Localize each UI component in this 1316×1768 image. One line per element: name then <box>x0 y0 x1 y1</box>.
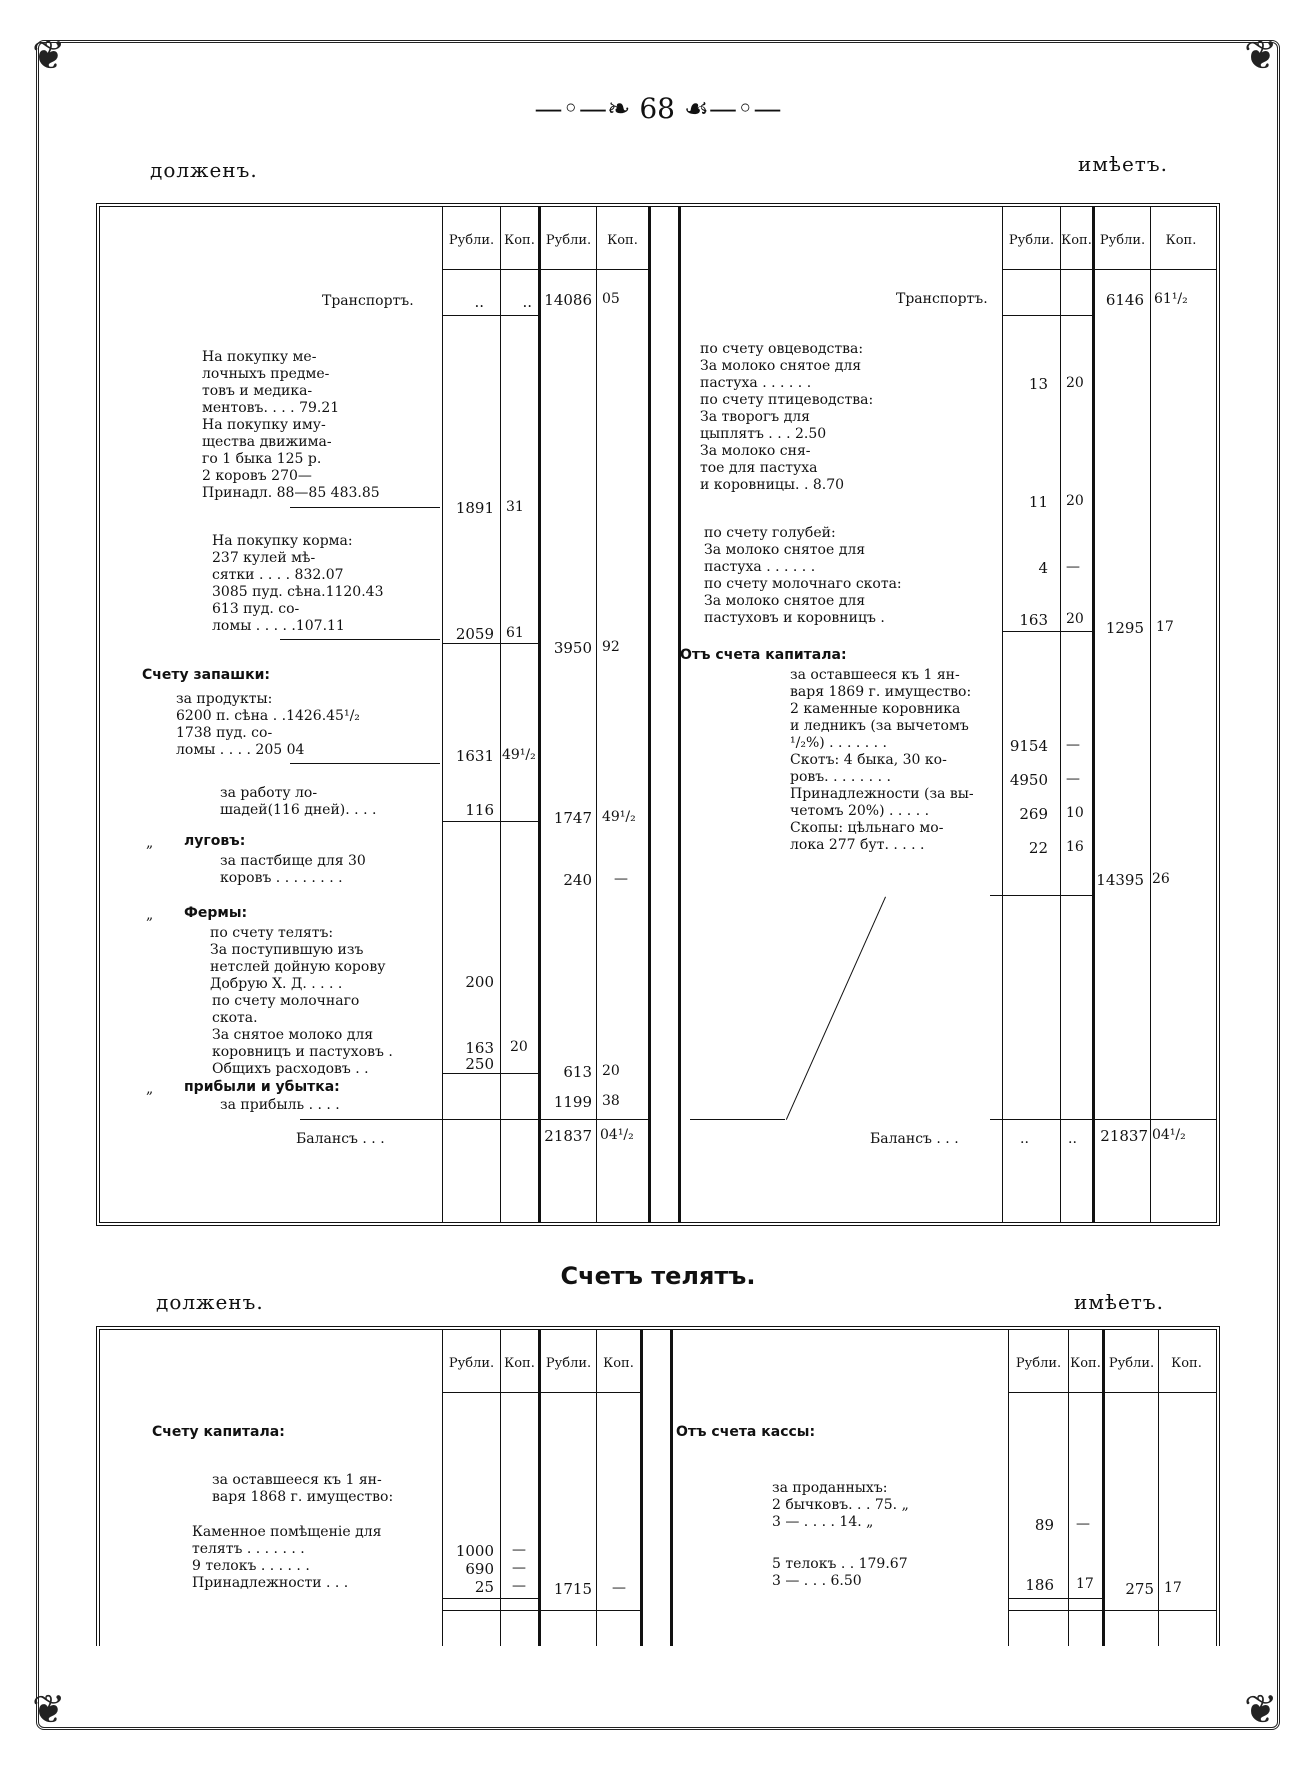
amount-rub: 240 <box>563 871 592 889</box>
subtotal-rub: 275 <box>1125 1580 1154 1598</box>
col-header-kop: Коп. <box>504 1356 535 1371</box>
amount-rub: 163 <box>1019 611 1048 629</box>
page-number: —◦—❧ 68 ☙—◦— <box>534 92 782 125</box>
amount-rub: 1000 <box>455 1542 494 1560</box>
amount-rub: 163 <box>465 1039 494 1057</box>
section-title: Счетъ телятъ. <box>560 1262 756 1290</box>
credit-label: имѣетъ. <box>1078 152 1168 176</box>
debit-label: долженъ. <box>150 158 258 182</box>
balance-dots: .. <box>1020 1131 1029 1147</box>
col-header-rub: Рубли. <box>1099 233 1146 248</box>
entry-sold-heifers: 5 телокъ . . 179.67 3 — . . . 6.50 <box>772 1556 908 1589</box>
amount-rub: 269 <box>1019 805 1048 823</box>
amount-kop: 16 <box>1066 839 1084 855</box>
amount-rub: 89 <box>1034 1516 1054 1534</box>
heading-lugov: луговъ: <box>184 833 246 849</box>
transport-label: Транспортъ. <box>896 291 988 307</box>
transport-kop: 05 <box>602 291 620 307</box>
debit-label: долженъ. <box>156 1290 264 1314</box>
col-header-rub: Рубли. <box>448 1356 495 1371</box>
amount-kop: — <box>512 1560 526 1576</box>
amount-kop: — <box>614 871 628 887</box>
subtotal-kop: 26 <box>1152 871 1170 887</box>
subtotal-kop: 17 <box>1156 619 1174 635</box>
heading-zapashki: Счету запашки: <box>142 667 270 683</box>
col-header-rub: Рубли. <box>545 233 592 248</box>
amount-rub: 4950 <box>1009 771 1048 789</box>
amount-kop: 20 <box>1066 375 1084 391</box>
amount-rub: 13 <box>1028 375 1048 393</box>
subtotal-kop: 92 <box>602 639 620 655</box>
amount-kop: 20 <box>1066 493 1084 509</box>
amount-rub: 22 <box>1028 839 1048 857</box>
amount-rub: 9154 <box>1009 737 1048 755</box>
subtotal-rub: 1295 <box>1105 619 1144 637</box>
amount-rub: 4 <box>1038 559 1048 577</box>
transport-dots: .. <box>522 293 532 311</box>
amount-rub: 2059 <box>455 625 494 643</box>
amount-rub: 200 <box>465 973 494 991</box>
balance-rub: 21837 <box>1100 1127 1148 1145</box>
transport-dots: .. <box>474 293 484 311</box>
amount-rub: 186 <box>1025 1576 1054 1594</box>
heading-kassy: Отъ счета кассы: <box>676 1424 816 1440</box>
col-header-kop: Коп. <box>603 1356 634 1371</box>
page-number-value: 68 <box>639 92 675 125</box>
col-header-rub: Рубли. <box>1108 1356 1155 1371</box>
col-header-kop: Коп. <box>1165 233 1197 248</box>
subtotal-rub: 3950 <box>553 639 592 657</box>
amount-kop: 61 <box>506 625 524 641</box>
entry-purchases: На покупку ме- лочныхъ предме- товъ и медика- ментовъ. . . . 79.21 На покупку иму- щества движима- го 1 быка 125 р. 2 коровъ 270— Принадл. 88—85 483.85 <box>202 349 380 501</box>
entry-dairy: по счету молочнаго скота. За снятое молоко для коровницъ и пастуховъ . Общихъ расходовъ . . <box>212 993 393 1077</box>
amount-kop: 38 <box>602 1093 620 1109</box>
ledger-bottom <box>96 1326 1220 1646</box>
subtotal-rub: 1715 <box>553 1580 592 1598</box>
ledger-top <box>96 203 1220 1226</box>
amount-rub: 1631 <box>455 747 494 765</box>
subtotal-rub: 613 <box>563 1063 592 1081</box>
ditto-mark: „ <box>146 1081 154 1097</box>
subtotal-kop: — <box>612 1580 626 1596</box>
balance-rub: 21837 <box>544 1127 592 1145</box>
subtotal-kop: 20 <box>602 1063 620 1079</box>
amount-rub: 116 <box>465 801 494 819</box>
entry-pigeons-dairy: по счету голубей: За молоко снятое для пастуха . . . . . . по счету молочнаго скота: За молоко снятое для пастуховъ и коровницъ . <box>704 525 902 626</box>
amount-rub: 690 <box>465 1560 494 1578</box>
balance-label: Балансъ . . . <box>296 1131 385 1147</box>
amount-rub: 1199 <box>553 1093 592 1111</box>
col-header-kop: Коп. <box>1171 1356 1202 1371</box>
heading-kapitala: Отъ счета капитала: <box>680 647 847 663</box>
entry-sold-bulls: за проданныхъ: 2 бычковъ. . . 75. „ 3 — . . . . 14. „ <box>772 1480 909 1530</box>
amount-kop: — <box>1066 559 1080 575</box>
entry-pasture: за пастбище для 30 коровъ . . . . . . . . <box>220 853 366 886</box>
transport-rub: 6146 <box>1105 291 1144 309</box>
corner-ornament-icon: ❦ <box>1244 1687 1278 1733</box>
col-header-rub: Рубли. <box>545 1356 592 1371</box>
credit-label: имѣетъ. <box>1074 1290 1164 1314</box>
amount-rub: 11 <box>1028 493 1048 511</box>
ditto-mark: „ <box>146 835 154 851</box>
heading-fermy: Фермы: <box>184 905 248 921</box>
subtotal-kop: 49¹/₂ <box>602 809 636 825</box>
col-header-kop: Коп. <box>504 233 535 248</box>
col-header-kop: Коп. <box>1070 1356 1101 1371</box>
entry-products: за продукты: 6200 п. сѣна . .1426.45¹/₂ 1738 пуд. со- ломы . . . . 205 04 <box>176 691 360 758</box>
amount-kop: 31 <box>506 499 524 515</box>
transport-label: Транспортъ. <box>322 293 414 309</box>
amount-rub: 25 <box>474 1578 494 1596</box>
subtotal-rub: 14395 <box>1096 871 1144 889</box>
heading-kapitala: Счету капитала: <box>152 1424 285 1440</box>
corner-ornament-icon: ❦ <box>32 1687 66 1733</box>
amount-kop: — <box>1066 737 1080 753</box>
amount-rub: 1891 <box>455 499 494 517</box>
entry-sheep-poultry: по счету овцеводства: За молоко снятое для пастуха . . . . . . по счету птицеводства: За творогъ для цыплятъ . . . 2.50 За молоко сня- тое для пастуха и коровницы. . 8.70 <box>700 341 874 493</box>
col-header-rub: Рубли. <box>1015 1356 1062 1371</box>
subtotal-rub: 1747 <box>553 809 592 827</box>
entry-remaining: за оставшееся къ 1 ян- варя 1868 г. имущество: <box>212 1472 394 1505</box>
entry-feed: На покупку корма: 237 кулей мѣ- сятки . . . . 832.07 3085 пуд. сѣна.1120.43 613 пуд. со- ломы . . . . .107.11 <box>212 533 384 634</box>
amount-kop: 17 <box>1076 1576 1094 1592</box>
amount-rub: 250 <box>465 1055 494 1073</box>
col-header-rub: Рубли. <box>448 233 495 248</box>
cancellation-line <box>786 897 886 1120</box>
amount-kop: — <box>512 1542 526 1558</box>
balance-label: Балансъ . . . <box>870 1131 959 1147</box>
amount-kop: — <box>1076 1516 1090 1532</box>
entry-calves: по счету телятъ: За поступившую изъ нетслей дойную корову Добрую Х. Д. . . . . <box>210 925 386 992</box>
col-header-kop: Коп. <box>607 233 638 248</box>
entry-horse-work: за работу ло- шадей(116 дней). . . . <box>220 785 377 818</box>
amount-kop: — <box>1066 771 1080 787</box>
amount-kop: 20 <box>510 1039 528 1055</box>
balance-kop: 04¹/₂ <box>1152 1127 1186 1143</box>
entry-property: Каменное помѣщеніе для телятъ . . . . . . . 9 телокъ . . . . . . Принадлежности . . . <box>192 1524 382 1591</box>
subtotal-kop: 17 <box>1164 1580 1182 1596</box>
balance-kop: 04¹/₂ <box>600 1127 634 1143</box>
amount-kop: — <box>512 1578 526 1594</box>
transport-rub: 14086 <box>544 291 592 309</box>
heading-pribyli: прибыли и убытка: <box>184 1079 340 1095</box>
entry-profit: за прибыль . . . . <box>220 1097 340 1113</box>
amount-kop: 49¹/₂ <box>502 747 536 763</box>
amount-kop: 20 <box>1066 611 1084 627</box>
ditto-mark: „ <box>146 907 154 923</box>
corner-ornament-icon: ❦ <box>32 33 66 79</box>
entry-capital: за оставшееся къ 1 ян- варя 1869 г. имущество: 2 каменные коровника и ледникъ (за вычетомъ ¹/₂%) . . . . . . . Скотъ: 4 быка, 30 ко- ровъ. . . . . . . . Принадлежности (за вы- четомъ 20%) . . . . . Скопы: цѣльнаго мо- лока 277 бут. . . . . <box>790 667 974 853</box>
balance-dots: .. <box>1068 1131 1077 1147</box>
col-header-kop: Коп. <box>1061 233 1092 248</box>
col-header-rub: Рубли. <box>1008 233 1055 248</box>
corner-ornament-icon: ❦ <box>1244 33 1278 79</box>
amount-kop: 10 <box>1066 805 1084 821</box>
transport-kop: 61¹/₂ <box>1154 291 1188 307</box>
